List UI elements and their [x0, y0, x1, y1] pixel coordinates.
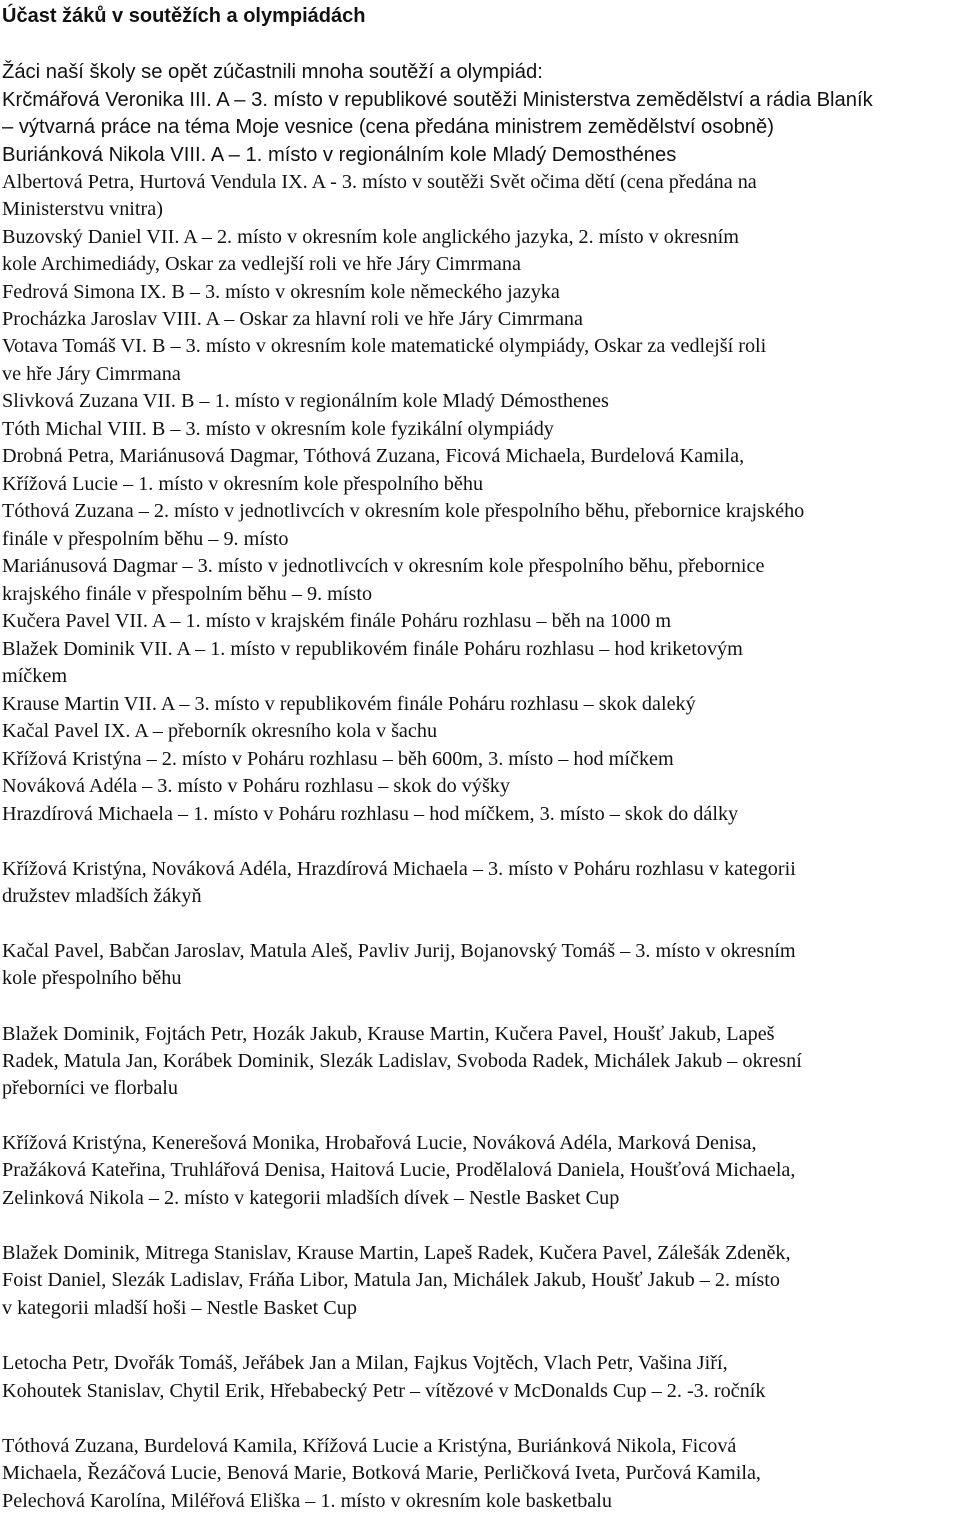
text-line: Tóth Michal VIII. B – 3. místo v okresním kole fyzikální olympiády [2, 418, 554, 440]
text-line: Zelinková Nikola – 2. místo v kategorii mladších dívek – Nestle Basket Cup [2, 1187, 620, 1209]
text-line: ve hře Járy Cimrmana [2, 363, 181, 385]
text-line: – výtvarná práce na téma Moje vesnice (cena předána ministrem zemědělství osobně) [2, 116, 774, 138]
text-line: kole Archimediády, Oskar za vedlejší roli ve hře Járy Cimrmana [2, 253, 521, 275]
text-line: finále v přespolním běhu – 9. místo [2, 528, 289, 550]
text-line: Křížová Kristýna, Nováková Adéla, Hrazdírová Michaela – 3. místo v Poháru rozhlasu v kategorii [2, 858, 796, 880]
text-line: Kohoutek Stanislav, Chytil Erik, Hřebabecký Petr – vítězové v McDonalds Cup – 2. -3. ročník [2, 1380, 766, 1402]
text-line: Křížová Kristýna – 2. místo v Poháru rozhlasu – běh 600m, 3. místo – hod míčkem [2, 748, 674, 770]
text-line: Mariánusová Dagmar – 3. místo v jednotlivcích v okresním kole přespolního běhu, přebornice [2, 555, 765, 577]
text-line: Drobná Petra, Mariánusová Dagmar, Tóthová Zuzana, Ficová Michaela, Burdelová Kamila, [2, 445, 745, 467]
text-line: Křížová Lucie – 1. místo v okresním kole přespolního běhu [2, 473, 484, 495]
text-line: Hrazdírová Michaela – 1. místo v Poháru rozhlasu – hod míčkem, 3. místo – skok do dálky [2, 803, 739, 825]
text-line: Kačal Pavel IX. A – přeborník okresního kola v šachu [2, 720, 438, 742]
text-line: Albertová Petra, Hurtová Vendula IX. A - 3. místo v soutěži Svět očima dětí (cena předána na [2, 171, 757, 193]
intro-line: Žáci naší školy se opět zúčastnili mnoha soutěží a olympiád: [2, 61, 543, 83]
text-line: Křížová Kristýna, Kenerešová Monika, Hrobařová Lucie, Nováková Adéla, Marková Denisa, [2, 1132, 757, 1154]
text-line: Slivková Zuzana VII. B – 1. místo v regionálním kole Mladý Démosthenes [2, 390, 609, 412]
text-line: Pelechová Karolína, Miléřová Eliška – 1. místo v okresním kole basketbalu [2, 1490, 612, 1512]
text-line: míčkem [2, 665, 68, 687]
text-line: v kategorii mladší hoši – Nestle Basket Cup [2, 1297, 357, 1319]
text-line: Fedrová Simona IX. B – 3. místo v okresním kole německého jazyka [2, 281, 560, 303]
text-line: Nováková Adéla – 3. místo v Poháru rozhlasu – skok do výšky [2, 775, 510, 797]
text-line: Blažek Dominik VII. A – 1. místo v republikovém finále Poháru rozhlasu – hod kriketovým [2, 638, 743, 660]
text-line: kole přespolního běhu [2, 967, 182, 989]
text-line: Procházka Jaroslav VIII. A – Oskar za hlavní roli ve hře Járy Cimrmana [2, 308, 583, 330]
text-line: Buzovský Daniel VII. A – 2. místo v okresním kole anglického jazyka, 2. místo v okresním [2, 226, 739, 248]
text-line: Pražáková Kateřina, Truhlářová Denisa, Haitová Lucie, Prodělalová Daniela, Houšťová Michaela, [2, 1159, 796, 1181]
text-line: Kučera Pavel VII. A – 1. místo v krajském finále Poháru rozhlasu – běh na 1000 m [2, 610, 672, 632]
text-line: družstev mladších žákyň [2, 885, 202, 907]
text-line: Tóthová Zuzana – 2. místo v jednotlivcích v okresním kole přespolního běhu, přebornice krajského [2, 500, 805, 522]
page-title: Účast žáků v soutěžích a olympiádách [2, 5, 366, 27]
text-line: Blažek Dominik, Mitrega Stanislav, Krause Martin, Lapeš Radek, Kučera Pavel, Zálešák Zdeněk, [2, 1242, 791, 1264]
text-line: Letocha Petr, Dvořák Tomáš, Jeřábek Jan a Milan, Fajkus Vojtěch, Vlach Petr, Vašina Jiří, [2, 1352, 728, 1374]
text-line: Ministerstvu vnitra) [2, 198, 163, 220]
text-line: Tóthová Zuzana, Burdelová Kamila, Křížová Lucie a Kristýna, Buriánková Nikola, Ficová [2, 1435, 737, 1457]
text-line: Foist Daniel, Slezák Ladislav, Fráňa Libor, Matula Jan, Michálek Jakub, Houšť Jakub – 2. místo [2, 1269, 780, 1291]
text-line: Michaela, Řezáčová Lucie, Benová Marie, Botková Marie, Perličková Iveta, Purčová Kamila, [2, 1462, 761, 1484]
text-line: Buriánková Nikola VIII. A – 1. místo v regionálním kole Mladý Demosthénes [2, 144, 677, 166]
text-line: Blažek Dominik, Fojtách Petr, Hozák Jakub, Krause Martin, Kučera Pavel, Houšť Jakub, Lapeš [2, 1023, 775, 1045]
text-line: přeborníci ve florbalu [2, 1077, 179, 1099]
text-line: krajského finále v přespolním běhu – 9. místo [2, 583, 373, 605]
text-line: Votava Tomáš VI. B – 3. místo v okresním kole matematické olympiády, Oskar za vedlejší roli [2, 335, 767, 357]
text-line: Krause Martin VII. A – 3. místo v republikovém finále Poháru rozhlasu – skok daleký [2, 693, 696, 715]
text-line: Krčmářová Veronika III. A – 3. místo v republikové soutěži Ministerstva zemědělství a rádia Blaník [2, 89, 873, 111]
text-line: Radek, Matula Jan, Korábek Dominik, Slezák Ladislav, Svoboda Radek, Michálek Jakub – okresní [2, 1050, 802, 1072]
text-line: Kačal Pavel, Babčan Jaroslav, Matula Aleš, Pavliv Jurij, Bojanovský Tomáš – 3. místo v okresním [2, 940, 796, 962]
